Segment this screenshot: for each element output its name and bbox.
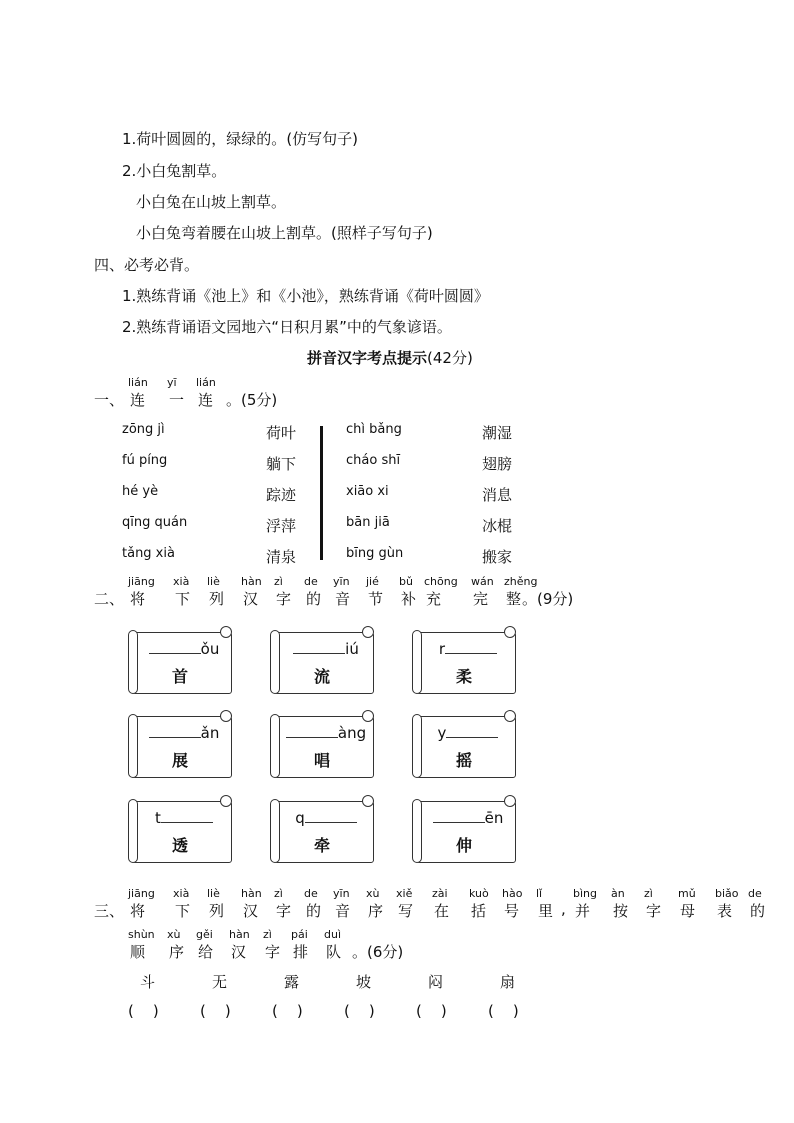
answer-blank[interactable] xyxy=(286,725,338,738)
line-xiaobaitu-2: 小白兔在山坡上割草。 xyxy=(136,193,287,211)
answer-parentheses[interactable]: ( ) xyxy=(344,1002,375,1020)
card-character: 流 xyxy=(313,667,330,686)
divider-line xyxy=(320,426,323,560)
q3-title-line1-char: 表 xyxy=(717,902,733,920)
q1-right-word: 搬家 xyxy=(482,548,513,566)
q2-title-pinyin: wán xyxy=(471,575,494,588)
q3-title-line1-pinyin: bìng xyxy=(573,887,597,900)
answer-blank[interactable] xyxy=(445,641,497,654)
q2-title-pinyin: hàn xyxy=(241,575,262,588)
q3-title-line2-pinyin: xù xyxy=(167,928,181,941)
q3-title-line2-pinyin: hàn xyxy=(229,928,250,941)
q2-title-char: 下 xyxy=(175,590,191,608)
q3-title-line1-pinyin: mǔ xyxy=(678,887,696,900)
answer-parentheses[interactable]: ( ) xyxy=(128,1002,159,1020)
q3-title-line1-char: 在 xyxy=(434,902,450,920)
pinyin-blank-line xyxy=(284,724,368,742)
q3-title-line1-char: 汉 xyxy=(243,902,259,920)
q3-title-line2-char: 字 xyxy=(265,943,281,961)
q1-right-word: 冰棍 xyxy=(482,517,513,535)
q2-title-pinyin: xià xyxy=(173,575,190,588)
q1-right-pinyin: bīng gùn xyxy=(346,546,404,561)
scroll-card xyxy=(270,795,374,863)
q1-left-word: 清泉 xyxy=(266,548,297,566)
line-xiaobaitu-1: 2.小白兔割草。 xyxy=(122,162,227,180)
pinyin-prefix: r xyxy=(438,640,446,658)
scroll-card xyxy=(128,710,232,778)
q2-title-char: 补 xyxy=(401,590,417,608)
q3-title-line1-char: 括 xyxy=(471,902,487,920)
q2-title-pinyin: liè xyxy=(207,575,220,588)
scroll-card xyxy=(412,626,516,694)
card-character: 透 xyxy=(171,836,188,855)
q2-title-pinyin: bǔ xyxy=(399,575,413,588)
answer-blank[interactable] xyxy=(293,641,345,654)
q1-left-word: 踪迹 xyxy=(266,486,297,504)
section-four-item-2: 2.熟练背诵语文园地六“日积月累”中的气象谚语。 xyxy=(122,318,452,336)
q3-word: 露 xyxy=(284,973,300,991)
q3-title-line1-pinyin: hào xyxy=(502,887,523,900)
pinyin-blank-line xyxy=(426,724,510,742)
q3-title-line2-char: 排 xyxy=(293,943,309,961)
q3-word: 斗 xyxy=(140,973,156,991)
q3-title-line1-pinyin: lǐ xyxy=(536,887,543,900)
q1-right-pinyin: xiāo xi xyxy=(346,484,389,499)
line-xiaobaitu-3: 小白兔弯着腰在山坡上割草。(照样子写句子) xyxy=(136,224,433,242)
pinyin-blank-line xyxy=(426,640,510,658)
q2-title-pinyin: zhěng xyxy=(504,575,538,588)
q3-title-line1-char: 母 xyxy=(680,902,696,920)
q2-title-char: 列 xyxy=(209,590,225,608)
q2-title-pinyin: yīn xyxy=(333,575,350,588)
q3-title-line1-char: 的 xyxy=(750,902,766,920)
pinyin-suffix: ēn xyxy=(484,809,504,827)
q1-title-pinyin: lián xyxy=(196,376,216,389)
q3-title-line1-char: 序 xyxy=(368,902,384,920)
heading xyxy=(307,347,473,368)
q1-title-char: 连 xyxy=(198,391,214,409)
q3-word: 无 xyxy=(212,973,228,991)
card-character: 首 xyxy=(171,667,188,686)
q3-title-line2-pinyin: zì xyxy=(263,928,272,941)
pinyin-suffix: àng xyxy=(337,724,367,742)
q1-suffix: 。(5分) xyxy=(226,391,278,409)
q3-title-line1-char: 按 xyxy=(613,902,629,920)
answer-parentheses[interactable]: ( ) xyxy=(200,1002,231,1020)
scroll-card xyxy=(412,710,516,778)
pinyin-blank-line xyxy=(142,724,226,742)
q3-title-line2-char: 给 xyxy=(198,943,214,961)
q3-title-line2-pinyin: gěi xyxy=(196,928,213,941)
q3-title-line1-pinyin: biǎo xyxy=(715,887,739,900)
q2-title-char: 字 xyxy=(276,590,292,608)
q3-title-line2-char: 队 xyxy=(326,943,342,961)
card-character: 唱 xyxy=(313,751,330,770)
q3-title-line1-pinyin: zài xyxy=(432,887,448,900)
section-four-title: 四、必考必背。 xyxy=(94,256,200,274)
q3-title-line1-char: 字 xyxy=(276,902,292,920)
card-character: 牵 xyxy=(313,836,330,855)
q3-title-line1-pinyin: àn xyxy=(611,887,625,900)
q3-title-line2-char: 汉 xyxy=(231,943,247,961)
q2-title-pinyin: zì xyxy=(274,575,283,588)
pinyin-blank-line xyxy=(142,640,226,658)
q3-title-line1-pinyin: hàn xyxy=(241,887,262,900)
card-character: 伸 xyxy=(455,836,472,855)
q3-title-line1-char: 号 xyxy=(504,902,520,920)
q1-right-pinyin: bān jiā xyxy=(346,515,390,530)
pinyin-blank-line xyxy=(284,640,368,658)
answer-parentheses[interactable]: ( ) xyxy=(488,1002,519,1020)
scroll-card xyxy=(412,795,516,863)
q1-left-pinyin: hé yè xyxy=(122,484,159,499)
q3-title-line1-char: 将 xyxy=(130,902,146,920)
q3-word: 闷 xyxy=(428,973,444,991)
heading-score: (42分) xyxy=(427,349,473,367)
scroll-card xyxy=(128,795,232,863)
q2-title-pinyin: de xyxy=(304,575,318,588)
q3-prefix: 三、 xyxy=(94,902,125,920)
q3-title-line1-pinyin: zì xyxy=(274,887,283,900)
q3-title-line2-pinyin: duì xyxy=(324,928,342,941)
pinyin-suffix: ǎn xyxy=(200,724,220,742)
q1-title-pinyin: lián xyxy=(128,376,148,389)
q1-left-pinyin: qīng quán xyxy=(122,515,188,530)
card-character: 摇 xyxy=(455,751,472,770)
q3-title-line1-char: 下 xyxy=(175,902,191,920)
q2-title-pinyin: jiāng xyxy=(128,575,155,588)
q2-title-char: 完 xyxy=(473,590,489,608)
pinyin-prefix: y xyxy=(437,724,447,742)
q1-right-pinyin: cháo shī xyxy=(346,453,401,468)
heading-title: 拼音汉字考点提示 xyxy=(307,349,428,367)
scroll-card xyxy=(270,626,374,694)
q1-right-pinyin: chì bǎng xyxy=(346,422,402,437)
q1-left-pinyin: fú píng xyxy=(122,453,168,468)
q3-title-line1-pinyin: de xyxy=(748,887,762,900)
q1-prefix: 一、 xyxy=(94,391,125,409)
q1-right-word: 消息 xyxy=(482,486,513,504)
q2-title-char: 将 xyxy=(130,590,146,608)
q3-suffix: 。(6分) xyxy=(352,943,404,961)
answer-parentheses[interactable]: ( ) xyxy=(272,1002,303,1020)
q3-title-line1-pinyin: xià xyxy=(173,887,190,900)
q1-title-char: 连 xyxy=(130,391,146,409)
q2-title-char: 的 xyxy=(306,590,322,608)
q3-title-line2-pinyin: shùn xyxy=(128,928,155,941)
q1-title-char: 一 xyxy=(169,391,185,409)
answer-blank[interactable] xyxy=(149,641,201,654)
answer-blank[interactable] xyxy=(149,725,201,738)
pinyin-blank-line xyxy=(142,809,226,827)
q2-title-char: 整 xyxy=(506,590,522,608)
q3-title-line1-pinyin: kuò xyxy=(469,887,489,900)
q2-title-pinyin: chōng xyxy=(424,575,458,588)
q3-title-line1-char: 列 xyxy=(209,902,225,920)
q3-title-line1-char: 并 xyxy=(575,902,591,920)
q1-left-word: 浮萍 xyxy=(266,517,297,535)
q3-title-line1-pinyin: yīn xyxy=(333,887,350,900)
q3-title-line1-pinyin: xù xyxy=(366,887,380,900)
q3-title-line1-pinyin: liè xyxy=(207,887,220,900)
q2-title-char: 充 xyxy=(426,590,442,608)
q2-title-char: 节 xyxy=(368,590,384,608)
q3-title-line1-char: 里 xyxy=(538,902,554,920)
answer-parentheses[interactable]: ( ) xyxy=(416,1002,447,1020)
q2-title-char: 汉 xyxy=(243,590,259,608)
pinyin-prefix: t xyxy=(155,809,161,827)
q3-title-line1-char: 的 xyxy=(306,902,322,920)
q3-title-line1-pinyin: zì xyxy=(644,887,653,900)
pinyin-blank-line xyxy=(284,809,368,827)
pinyin-suffix: iú xyxy=(345,640,359,658)
pinyin-prefix: q xyxy=(295,809,305,827)
q2-title-char: 音 xyxy=(335,590,351,608)
q2-title-pinyin: jié xyxy=(366,575,379,588)
q3-title-line1-pinyin: jiāng xyxy=(128,887,155,900)
answer-blank[interactable] xyxy=(433,810,485,823)
answer-blank[interactable] xyxy=(305,810,357,823)
q3-title-line2-pinyin: pái xyxy=(291,928,308,941)
card-character: 展 xyxy=(171,751,188,770)
q1-left-word: 荷叶 xyxy=(266,424,297,442)
pinyin-suffix: ǒu xyxy=(200,640,220,658)
q3-comma: , xyxy=(561,900,566,918)
card-character: 柔 xyxy=(455,667,472,686)
q3-title-line2-char: 序 xyxy=(169,943,185,961)
q1-left-word: 躺下 xyxy=(266,455,297,473)
section-four-item-1: 1.熟练背诵《池上》和《小池》，熟练背诵《荷叶圆圆》 xyxy=(122,287,489,305)
answer-blank[interactable] xyxy=(161,810,213,823)
q3-title-line1-pinyin: de xyxy=(304,887,318,900)
q1-title-pinyin: yī xyxy=(167,376,177,389)
q2-suffix: 。(9分) xyxy=(522,590,574,608)
answer-blank[interactable] xyxy=(446,725,498,738)
q2-prefix: 二、 xyxy=(94,590,125,608)
q1-left-pinyin: zōng jì xyxy=(122,422,165,437)
q1-left-pinyin: tǎng xià xyxy=(122,546,175,561)
pinyin-blank-line xyxy=(426,809,510,827)
q1-right-word: 潮湿 xyxy=(482,424,513,442)
q3-title-line2-char: 顺 xyxy=(130,943,146,961)
q3-word: 扇 xyxy=(500,973,516,991)
q3-word: 坡 xyxy=(356,973,372,991)
line-fangxie: 1.荷叶圆圆的，绿绿的。(仿写句子) xyxy=(122,130,359,148)
scroll-card xyxy=(128,626,232,694)
scroll-card xyxy=(270,710,374,778)
q3-title-line1-char: 音 xyxy=(335,902,351,920)
q3-title-line1-char: 字 xyxy=(646,902,662,920)
q1-right-word: 翅膀 xyxy=(482,455,513,473)
q3-title-line1-pinyin: xiě xyxy=(396,887,413,900)
q3-title-line1-char: 写 xyxy=(398,902,414,920)
